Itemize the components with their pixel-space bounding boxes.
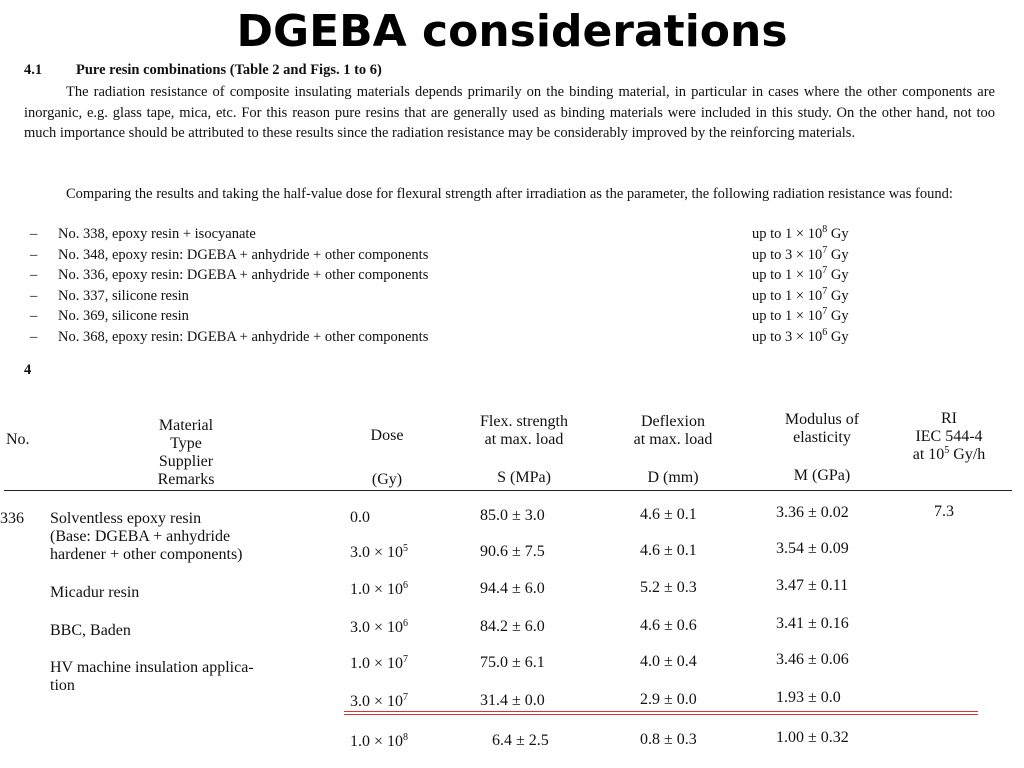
flex-cell: 94.4 ± 6.0 bbox=[480, 580, 545, 597]
header-deflexion: Deflexion at max. load bbox=[633, 413, 713, 448]
list-item: – No. 337, silicone resin up to $1 \times 10^7$ Gy bbox=[30, 285, 849, 304]
header-deflexion-unit: D (mm) bbox=[647, 469, 699, 486]
flex-cell: 90.6 ± 7.5 bbox=[480, 543, 545, 560]
section-number: 4.1 bbox=[24, 62, 43, 78]
list-item: – No. 336, epoxy resin: DGEBA + anhydride + other components up to $1 \times 10^7$ Gy bbox=[30, 265, 849, 284]
deflexion-cell: 2.9 ± 0.0 bbox=[640, 691, 697, 708]
list-item: – No. 369, silicone resin up to $1 \times 10^7$ Gy bbox=[30, 306, 849, 325]
ri-value: 7.3 bbox=[934, 503, 954, 520]
material-line: Micadur resin bbox=[50, 584, 140, 601]
deflexion-cell: 4.6 ± 0.1 bbox=[640, 506, 697, 523]
modulus-cell: 1.93 ± 0.0 bbox=[776, 689, 841, 706]
deflexion-cell: 4.6 ± 0.6 bbox=[640, 617, 697, 634]
dose-cell: $1.0 \times 10^8$ bbox=[350, 732, 409, 750]
material-line: BBC, Baden bbox=[50, 622, 131, 639]
slide-title: DGEBA considerations bbox=[236, 6, 788, 57]
header-rule bbox=[4, 490, 1012, 491]
flex-cell: 85.0 ± 3.0 bbox=[480, 507, 545, 524]
flex-cell: 75.0 ± 6.1 bbox=[480, 654, 545, 671]
deflexion-cell: 5.2 ± 0.3 bbox=[640, 579, 697, 596]
header-flex-unit: S (MPa) bbox=[497, 469, 551, 486]
header-dose: Dose bbox=[370, 427, 404, 444]
material-line: (Base: DGEBA + anhydride bbox=[50, 528, 231, 545]
list-item: – No. 348, epoxy resin: DGEBA + anhydride + other components up to $3 \times 10^7$ Gy bbox=[30, 244, 849, 263]
dose-cell: 0.0 bbox=[350, 509, 370, 526]
header-modulus-unit: M (GPa) bbox=[793, 467, 851, 484]
page-number: 4 bbox=[24, 362, 32, 378]
material-line: hardener + other components) bbox=[50, 546, 243, 563]
modulus-cell: 3.54 ± 0.09 bbox=[776, 540, 849, 557]
material-line: tion bbox=[50, 677, 75, 694]
dose-cell: $3.0 \times 10^7$ bbox=[350, 692, 409, 710]
flex-cell: 84.2 ± 6.0 bbox=[480, 618, 545, 635]
deflexion-cell: 0.8 ± 0.3 bbox=[640, 731, 697, 748]
modulus-cell: 1.00 ± 0.32 bbox=[776, 729, 849, 746]
flex-cell: 31.4 ± 0.0 bbox=[480, 692, 545, 709]
header-flex-strength: Flex. strength at max. load bbox=[480, 413, 568, 448]
section-heading bbox=[24, 62, 382, 79]
header-modulus: Modulus of elasticity bbox=[784, 411, 860, 446]
modulus-cell: 3.47 ± 0.11 bbox=[776, 577, 849, 594]
modulus-cell: 3.46 ± 0.06 bbox=[776, 651, 849, 668]
section-heading-text: Pure resin combinations (Table 2 and Figs. 1 to 6) bbox=[76, 62, 382, 78]
row-number: 336 bbox=[0, 510, 24, 527]
dose-cell: $3.0 \times 10^5$ bbox=[350, 543, 409, 561]
header-dose-unit: (Gy) bbox=[371, 471, 403, 488]
paragraph-2: Comparing the results and taking the half-value dose for flexural strength after irradiation as the parameter, the following radiation resistance was found: bbox=[66, 186, 953, 202]
header-no: No. bbox=[6, 431, 30, 448]
resistance-list bbox=[30, 226, 990, 350]
list-item: – No. 368, epoxy resin: DGEBA + anhydride + other components up to $3 \times 10^6$ Gy bbox=[30, 326, 849, 345]
flex-cell: 6.4 ± 2.5 bbox=[492, 732, 549, 749]
deflexion-cell: 4.0 ± 0.4 bbox=[640, 653, 697, 670]
header-material: Material Type Supplier Remarks bbox=[157, 417, 215, 488]
modulus-cell: 3.41 ± 0.16 bbox=[776, 615, 849, 632]
material-line: Solventless epoxy resin bbox=[50, 510, 202, 527]
dose-cell: $3.0 \times 10^6$ bbox=[350, 618, 409, 636]
highlight-underline bbox=[344, 714, 978, 715]
deflexion-cell: 4.6 ± 0.1 bbox=[640, 542, 697, 559]
header-ri: RI IEC 544-4 at $10^5$ Gy/h bbox=[912, 410, 986, 463]
highlight-underline bbox=[344, 711, 978, 712]
modulus-cell: 3.36 ± 0.02 bbox=[776, 504, 849, 521]
paragraph-1: The radiation resistance of composite insulating materials depends primarily on the binding material, in particular in cases where the other components are inorganic, e.g. glass tape, mica, etc. For this reason pure resins that are generally used as binding materials were included in this study. On the other hand, not too much importance should be attributed to these results since the radiation resistance may be considerably improved by the reinforcing materials. bbox=[24, 84, 995, 141]
list-item: – No. 338, epoxy resin + isocyanate up to $1 \times 10^8$ Gy bbox=[30, 224, 849, 242]
dose-cell: $1.0 \times 10^6$ bbox=[350, 580, 409, 598]
dose-cell: $1.0 \times 10^7$ bbox=[350, 654, 409, 672]
material-line: HV machine insulation applica- bbox=[50, 659, 254, 676]
